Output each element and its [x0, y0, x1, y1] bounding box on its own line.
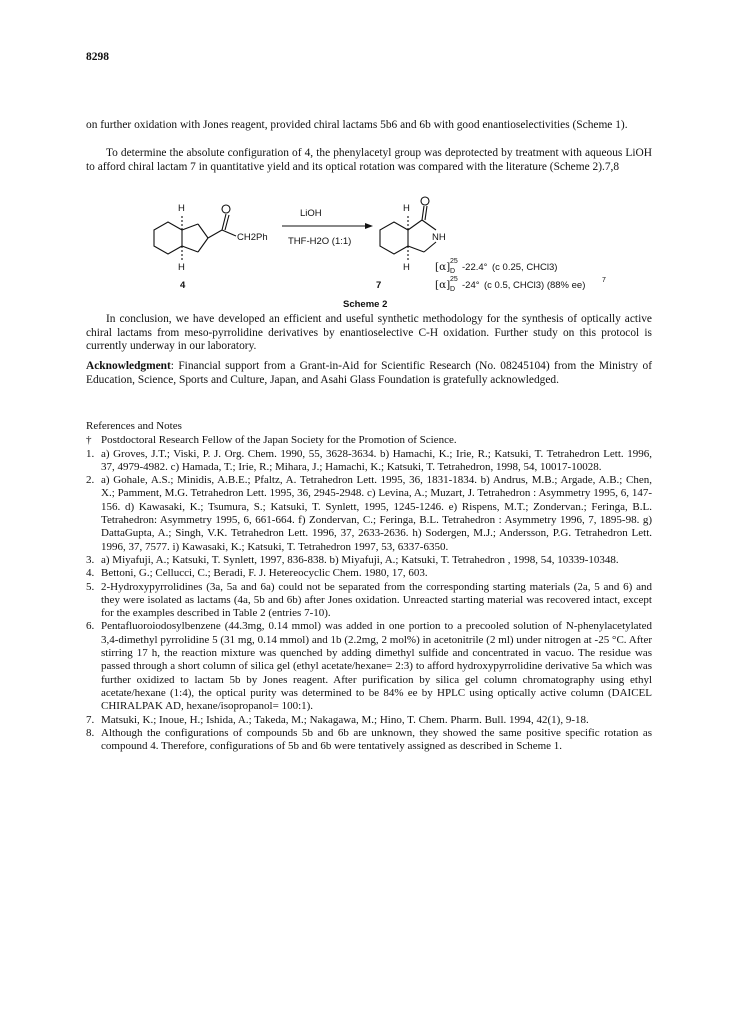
alpha-symbol-1: [α]: [435, 261, 451, 273]
reference-item: [86, 581, 652, 621]
h-label-top-right: H: [403, 203, 410, 214]
alpha-symbol-2: [α]: [435, 279, 451, 291]
rotation-sup-2: 25: [450, 276, 458, 283]
reference-text: Bettoni, G.; Cellucci, C.; Beradi, F. J. Hetereocyclic Chem. 1980, 17, 603.: [101, 567, 428, 580]
reference-number: 7.: [86, 713, 95, 726]
acknowledgment: [86, 360, 652, 387]
reference-number: †: [86, 434, 92, 447]
reference-text: a) Miyafuji, A.; Katsuki, T. Synlett, 1997, 836-838. b) Miyafuji, A.; Katsuki, T. Tetrahedron , 1998, 54, 10339-10348.: [101, 553, 619, 566]
page-number: 8298: [86, 51, 109, 63]
compound-4-structure: [154, 205, 236, 260]
reference-item: [86, 727, 652, 754]
reagent-bottom: THF-H2O (1:1): [288, 236, 352, 247]
reference-number: 8.: [86, 726, 95, 739]
nh-label: NH: [432, 232, 446, 243]
reference-number: 1.: [86, 447, 95, 460]
reference-item: [86, 620, 652, 713]
reference-item: [86, 448, 652, 475]
rotation-value-2: -24°: [462, 280, 480, 291]
scheme-2-diagram: [140, 190, 610, 300]
h-label-bottom-left: H: [178, 262, 185, 273]
arrow-head-icon: [365, 223, 373, 229]
reference-number: 2.: [86, 474, 95, 487]
reference-number: 6.: [86, 620, 95, 633]
compound-label-7: 7: [376, 280, 382, 291]
reference-item: [86, 474, 652, 554]
scheme-caption: Scheme 2: [343, 299, 388, 310]
reference-number: 3.: [86, 553, 95, 566]
reference-text: Although the configurations of compounds 5b and 6b are unknown, they showed the same positive specific rotation as compound 4. Therefore, configurations of 5b and 6b were tentatively assigned as described in Scheme 1.: [101, 726, 652, 753]
paragraph-2: To determine the absolute configuration of 4, the phenylacetyl group was deprotected by treatment with aqueous LiOH to afford chiral lactam 7 in quantitative yield and its optical rotation was compared with the literature (Scheme 2).7,8: [86, 147, 652, 173]
h-label-bottom-right: H: [403, 262, 410, 273]
reference-list: [86, 434, 652, 753]
rotation-ref-2: 7: [602, 277, 606, 284]
rotation-cond-2: (c 0.5, CHCl3) (88% ee): [484, 280, 586, 291]
reference-text: a) Gohale, A.S.; Minidis, A.B.E.; Pfaltz, A. Tetrahedron Lett. 1995, 36, 1831-1834. b) Andrus, M.B.; Argade, A.B.; Chen, X.; Pamment, M.G. Tetrahedron Lett. 1995, 36, 2945-2948. c) Levina, A.; Muzart, J. Tetrahedron : Asymmetry 1995, 6, 147-156. d) Kawasaki, K.; Tsumura, S.; Katsuki, T. Synlett, 1995, 1245-1246. e) Rispens, M.T.; Zondervan.; Feringa, B.L. Tetrahedron: Asymmetry 1995, 6, 661-664. f) Zondervan, C.; Feringa, B.L. Tetrahedron : Asymmetry 1996, 7, 1895-98. g) DattaGupta, A.; Singh, V.K. Tetrahedron Lett. 1996, 37, 2633-2636. h) Sodergen, M.J.; Andersson, P.G. Tetrahedron Lett. 1996, 37, 7577. i) Kawasaki, K.; Katsuki, T. Tetrahedron 1997, 53, 6337-6350.: [101, 474, 652, 553]
rotation-sub-2: D: [450, 286, 456, 293]
rotation-sup-1: 25: [450, 258, 458, 265]
ack-heading: Acknowledgment: [86, 360, 171, 372]
h-label-top-left: H: [178, 203, 185, 214]
references-section: [86, 420, 652, 753]
reference-text: Postdoctoral Research Fellow of the Japan Society for the Promotion of Science.: [101, 434, 457, 447]
paragraph-1: on further oxidation with Jones reagent, provided chiral lactams 5b6 and 6b with good enantioselectivities (Scheme 1).: [86, 119, 628, 131]
substituent-label: CH2Ph: [237, 232, 268, 243]
reference-number: 5.: [86, 580, 95, 593]
reference-text: Pentafluoroiodosylbenzene (44.3mg, 0.14 mmol) was added in one portion to a precooled solution of N-phenylacetylated 3,4-dimethyl pyrrolidine 5 (31 mg, 0.14 mmol) and 1b (2.2mg, 2 mol%) in acetonitrile (2 ml) under nitrogen at -25 °C. After stirring 17 h, the reaction mixture was quenched by adding dimethyl sulfide and concentrated in vacuo. The residue was passed through a short column of silica gel (ethyl acetate/hexane= 2:3) to afford hydroxypyrrolidine derivative 5a which was further oxidized to lactam 5b by Jones reagent. After purification by silica gel column chromatography using ethyl acetate/hexane (1:4), the optical purity was determined to be 84% ee by HPLC using optically active column (DAICEL CHIRALPAK AD, hexane/isopropanol= 100:1).: [101, 620, 652, 713]
reference-item: [86, 554, 652, 567]
reagent-top: LiOH: [300, 208, 322, 219]
rotation-value-1: -22.4°: [462, 262, 488, 273]
reference-item: [86, 567, 652, 580]
references-title: References and Notes: [86, 420, 182, 432]
compound-label-4: 4: [180, 280, 186, 291]
reference-number: 4.: [86, 567, 95, 580]
rotation-sub-1: D: [450, 268, 456, 275]
rotation-cond-1: (c 0.25, CHCl3): [492, 262, 558, 273]
ack-text: : Financial support from a Grant-in-Aid for Scientific Research (No. 08245104) from the Ministry of Education, Science, Sports and Culture, Japan, and Asahi Glass Foundation is gratefully acknowledged.: [86, 360, 652, 386]
rotation-2: [435, 276, 606, 293]
reference-text: 2-Hydroxypyrrolidines (3a, 5a and 6a) could not be separated from the corresponding starting materials (2a, 5 and 6) and they were isolated as lactams (4a, 5b and 6b) after Jones oxidation. Unreacted starting material was recovered intact, except for the examples described in Table 2 (entries 7-10).: [101, 580, 652, 620]
reference-text: a) Groves, J.T.; Viski, P. J. Org. Chem. 1990, 55, 3628-3634. b) Hamachi, K.; Irie, R.; Katsuki, T. Tetrahedron Lett. 1996, 37, 4979-4982. c) Hamada, T.; Irie, R.; Mihara, J.; Hamachi, K.; Katsuki, T. Tetrahedron, 1998, 54, 10017-10028.: [101, 447, 652, 473]
paragraph-3: In conclusion, we have developed an efficient and useful synthetic methodology for the synthesis of optically active chiral lactams from meso-pyrrolidine derivatives by enantioselective C-H oxidation. Further study on this protocol is currently underway in our laboratory.: [86, 313, 652, 353]
reference-text: Matsuki, K.; Inoue, H.; Ishida, A.; Takeda, M.; Nakagawa, M.; Hino, T. Chem. Pharm. Bull. 1994, 42(1), 9-18.: [101, 713, 589, 726]
rotation-1: [435, 258, 557, 275]
reference-item: [86, 714, 652, 727]
reference-item: [86, 434, 652, 447]
